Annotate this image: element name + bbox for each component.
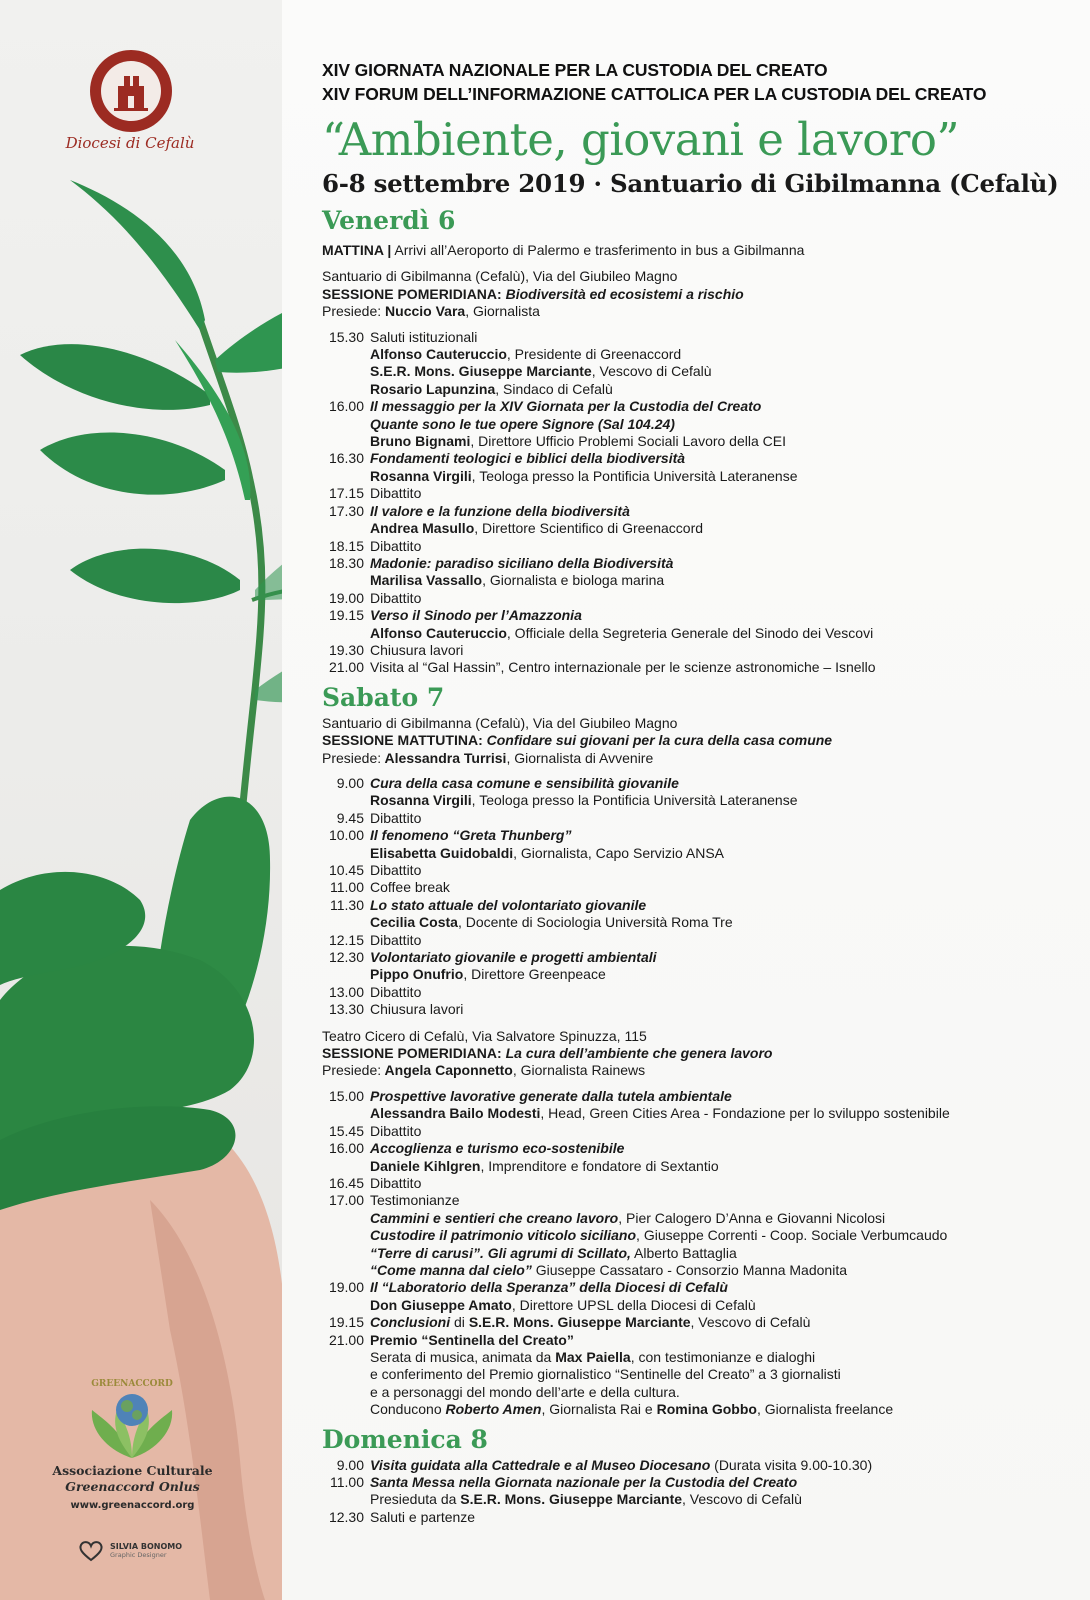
programme-content xyxy=(322,58,1082,1526)
programme-description: Dibattito xyxy=(370,537,422,554)
programme-time: 16.45 xyxy=(328,1174,364,1191)
programme-item-detail xyxy=(327,1297,1082,1314)
programme-description: Chiusura lavori xyxy=(370,641,464,658)
programme-description: Marilisa Vassallo, Giornalista e biologa marina xyxy=(370,572,665,589)
designer-role: Graphic Designer xyxy=(110,1551,167,1559)
programme-item-detail xyxy=(327,1210,1082,1227)
programme-time: 18.15 xyxy=(328,537,364,554)
programme-time xyxy=(327,1401,370,1418)
programme-item xyxy=(327,607,1082,624)
programme-time: 13.30 xyxy=(328,1001,364,1018)
programme-time xyxy=(327,1245,370,1262)
leaf-left-1 xyxy=(20,344,210,410)
programme-description: e a personaggi del mondo dell’arte e della cultura. xyxy=(370,1383,680,1400)
programme-description: Cecilia Costa, Docente di Sociologia Università Roma Tre xyxy=(370,914,733,931)
programme-item-detail xyxy=(327,625,1082,642)
programme-description: Alfonso Cauteruccio, Presidente di Greenaccord xyxy=(370,346,682,363)
programme-item-detail xyxy=(327,1349,1082,1366)
programme-time: 17.00 xyxy=(328,1192,364,1209)
programme-time: 19.15 xyxy=(328,1314,364,1331)
programme-description: Visita al “Gal Hassin”, Centro internazionale per le scienze astronomiche – Isnello xyxy=(370,659,876,676)
page-title: “Ambiente, giovani e lavoro” xyxy=(322,113,960,166)
programme-time xyxy=(327,572,370,589)
saturday-morning-programme-list xyxy=(327,775,1082,1019)
programme-time xyxy=(327,1227,370,1244)
header-line-2: XIV FORUM DELL’INFORMAZIONE CATTOLICA PER LA CUSTODIA DEL CREATO xyxy=(322,84,987,104)
programme-description: Dibattito xyxy=(370,862,422,878)
cover-photo-panel xyxy=(0,0,282,1600)
programme-time xyxy=(327,1210,370,1227)
programme-description: Alfonso Cauteruccio, Officiale della Segreteria Generale del Sinodo dei Vescovi xyxy=(370,624,874,641)
leaf-upper-right xyxy=(215,268,282,373)
programme-description: Lo stato attuale del volontariato giovanile xyxy=(370,896,647,913)
programme-item-detail xyxy=(327,520,1082,537)
leaf-top xyxy=(70,180,205,330)
programme-time: 12.15 xyxy=(328,931,364,948)
programme-item xyxy=(327,775,1082,792)
programme-item xyxy=(327,1509,1082,1526)
programme-time xyxy=(327,468,370,485)
programme-time: 9.00 xyxy=(336,1456,364,1473)
programme-item xyxy=(327,949,1082,966)
programme-item-detail xyxy=(327,1384,1082,1401)
programme-item-detail xyxy=(327,381,1082,398)
programme-item-detail xyxy=(327,792,1082,809)
saturday-venue: Santuario di Gibilmanna (Cefalù), Via del Giubileo Magno xyxy=(322,714,678,731)
programme-item-detail xyxy=(327,363,1082,380)
greenaccord-org-line2: Greenaccord Onlus xyxy=(65,1479,200,1494)
programme-time: 19.30 xyxy=(328,641,364,658)
programme-time: 16.00 xyxy=(328,1140,364,1157)
programme-item xyxy=(327,590,1082,607)
programme-item xyxy=(327,398,1082,415)
programme-description: Daniele Kihlgren, Imprenditore e fondatore di Sextantio xyxy=(370,1157,719,1174)
programme-description: Prospettive lavorative generate dalla tutela ambientale xyxy=(370,1087,732,1104)
programme-description: Cammini e sentieri che creano lavoro, Pier Calogero D’Anna e Giovanni Nicolosi xyxy=(370,1209,886,1226)
leaf-left-2 xyxy=(40,433,225,495)
programme-item xyxy=(327,503,1082,520)
saturday-afternoon-venue: Teatro Cicero di Cefalù, Via Salvatore Spinuzza, 115 xyxy=(322,1027,647,1044)
programme-description: Testimonianze xyxy=(370,1192,460,1209)
programme-item xyxy=(327,555,1082,572)
programme-time: 9.45 xyxy=(336,809,364,826)
programme-time: 21.00 xyxy=(328,659,364,676)
programme-time xyxy=(327,1262,370,1279)
programme-item-detail xyxy=(327,1105,1082,1122)
programme-description: Accoglienza e turismo eco-sostenibile xyxy=(370,1140,625,1157)
friday-programme-list xyxy=(327,329,1082,677)
programme-item xyxy=(327,1314,1082,1331)
programme-item xyxy=(327,1140,1082,1157)
programme-item-detail xyxy=(327,1491,1082,1508)
programme-item-detail xyxy=(327,1158,1082,1175)
programme-time: 11.30 xyxy=(330,896,364,913)
programme-item xyxy=(327,1457,1082,1474)
programme-description: Andrea Masullo, Direttore Scientifico di Greenaccord xyxy=(370,520,704,537)
date-venue: 6-8 settembre 2019 · Santuario di Gibilmanna (Cefalù) xyxy=(322,169,1059,198)
greenaccord-org-line1: Associazione Culturale xyxy=(52,1463,213,1478)
programme-time: 15.30 xyxy=(328,328,364,345)
programme-time xyxy=(327,1297,370,1314)
programme-item-detail xyxy=(327,966,1082,983)
programme-time xyxy=(327,346,370,363)
programme-description: Elisabetta Guidobaldi, Giornalista, Capo Servizio ANSA xyxy=(370,844,725,861)
programme-item xyxy=(327,862,1082,879)
programme-item-detail xyxy=(327,914,1082,931)
sunday-programme-list xyxy=(327,1457,1082,1527)
programme-item-detail xyxy=(327,1401,1082,1418)
programme-time xyxy=(327,1349,370,1366)
programme-item-detail xyxy=(327,346,1082,363)
day-heading-friday: Venerdì 6 xyxy=(322,206,456,235)
friday-venue: Santuario di Gibilmanna (Cefalù), Via del Giubileo Magno xyxy=(322,268,678,285)
programme-item-detail xyxy=(327,845,1082,862)
programme-item xyxy=(327,1001,1082,1018)
programme-description: Don Giuseppe Amato, Direttore UPSL della Diocesi di Cefalù xyxy=(370,1296,756,1313)
day-heading-sunday: Domenica 8 xyxy=(322,1424,488,1454)
programme-item-detail xyxy=(327,572,1082,589)
programme-description: Rosario Lapunzina, Sindaco di Cefalù xyxy=(370,380,613,397)
diocese-seal-icon xyxy=(88,48,174,134)
programme-description: “Terre di carusi”. Gli agrumi di Scillato, Alberto Battaglia xyxy=(370,1244,737,1261)
programme-description: Rosanna Virgili, Teologa presso la Pontificia Università Lateranense xyxy=(370,792,798,809)
saturday-session: SESSIONE MATTUTINA: Confidare sui giovani per la cura della casa comune xyxy=(322,732,833,749)
programme-description: Dibattito xyxy=(370,589,422,606)
designer-name: SILVIA BONOMO xyxy=(110,1542,183,1551)
programme-description: Dibattito xyxy=(370,931,422,948)
programme-item-detail xyxy=(327,468,1082,485)
programme-time xyxy=(327,416,370,433)
programme-time xyxy=(327,914,370,931)
programme-time: 21.00 xyxy=(328,1331,364,1348)
programme-description: Cura della casa comune e sensibilità giovanile xyxy=(370,774,679,791)
programme-description: Fondamenti teologici e biblici della biodiversità xyxy=(370,450,686,467)
programme-description: Presieduta da S.E.R. Mons. Giuseppe Marciante, Vescovo di Cefalù xyxy=(370,1491,802,1508)
programme-time: 15.45 xyxy=(328,1122,364,1139)
programme-time: 10.45 xyxy=(328,862,364,878)
programme-description: Custodire il patrimonio viticolo siciliano, Giuseppe Correnti - Coop. Sociale Verbumcaudo xyxy=(370,1227,948,1244)
programme-time xyxy=(327,966,370,983)
friday-chair: Presiede: Nuccio Vara, Giornalista xyxy=(322,303,540,320)
programme-description: Dibattito xyxy=(370,983,422,1000)
friday-morning: MATTINA | Arrivi all’Aeroporto di Palermo e trasferimento in bus a Gibilmanna xyxy=(322,242,805,258)
saturday-afternoon-chair: Presiede: Angela Caponnetto, Giornalista Rainews xyxy=(322,1062,646,1079)
programme-item xyxy=(327,1332,1082,1349)
programme-item-detail xyxy=(327,1227,1082,1244)
programme-time: 13.00 xyxy=(328,983,364,1000)
programme-description: Conclusioni di S.E.R. Mons. Giuseppe Marciante, Vescovo di Cefalù xyxy=(370,1314,811,1331)
programme-item xyxy=(327,329,1082,346)
programme-description: “Come manna dal cielo” Giuseppe Cassataro - Consorzio Manna Madonita xyxy=(370,1261,847,1278)
diocese-name: Diocesi di Cefalù xyxy=(65,134,195,152)
programme-item xyxy=(327,897,1082,914)
programme-description: Dibattito xyxy=(370,1174,422,1191)
programme-time xyxy=(327,1491,370,1508)
programme-item xyxy=(327,450,1082,467)
programme-description: Il messaggio per la XIV Giornata per la Custodia del Creato xyxy=(370,398,762,415)
leaf-left-3 xyxy=(70,549,240,604)
programme-description: Il valore e la funzione della biodiversità xyxy=(370,502,630,519)
programme-time: 19.00 xyxy=(328,589,364,606)
programme-time: 11.00 xyxy=(330,879,364,896)
programme-item xyxy=(327,1088,1082,1105)
friday-session: SESSIONE POMERIDIANA: Biodiversità ed ecosistemi a rischio xyxy=(322,285,744,302)
programme-description: Dibattito xyxy=(370,809,422,826)
programme-description: Alessandra Bailo Modesti, Head, Green Cities Area - Fondazione per lo sviluppo sostenibile xyxy=(370,1105,950,1122)
programme-time xyxy=(327,363,370,380)
programme-description: Madonie: paradiso siciliano della Biodiversità xyxy=(370,554,674,571)
programme-description: Dibattito xyxy=(370,1122,422,1139)
programme-time xyxy=(327,1105,370,1122)
programme-time: 17.30 xyxy=(328,502,364,519)
programme-time: 17.15 xyxy=(328,485,364,502)
programme-description: e conferimento del Premio giornalistico “Sentinelle del Creato” a 3 giornalisti xyxy=(370,1366,841,1383)
programme-time: 16.00 xyxy=(328,398,364,415)
programme-description: Rosanna Virgili, Teologa presso la Pontificia Università Lateranense xyxy=(370,467,798,484)
programme-time: 19.15 xyxy=(328,607,364,624)
programme-item xyxy=(327,1279,1082,1296)
programme-description: Coffee break xyxy=(370,879,450,896)
programme-description: Serata di musica, animata da Max Paiella, con testimonianze e dialoghi xyxy=(370,1348,816,1365)
programme-description: Saluti istituzionali xyxy=(370,328,478,345)
programme-item xyxy=(327,932,1082,949)
programme-item xyxy=(327,1192,1082,1209)
programme-item xyxy=(327,810,1082,827)
header-line-1: XIV GIORNATA NAZIONALE PER LA CUSTODIA DEL CREATO xyxy=(322,60,828,80)
programme-item xyxy=(327,1175,1082,1192)
greenaccord-org-name xyxy=(30,1463,235,1495)
programme-description: Visita guidata alla Cattedrale e al Museo Diocesano (Durata visita 9.00-10.30) xyxy=(370,1456,873,1473)
programme-time xyxy=(327,845,370,862)
programme-time: 19.00 xyxy=(328,1279,364,1296)
greenaccord-url-link[interactable]: www.greenaccord.org xyxy=(70,1500,195,1511)
day-heading-saturday: Sabato 7 xyxy=(322,682,445,712)
programme-description: Pippo Onufrio, Direttore Greenpeace xyxy=(370,966,606,983)
programme-time xyxy=(327,1384,370,1401)
programme-time: 11.00 xyxy=(330,1474,364,1490)
designer-credit xyxy=(78,1540,182,1562)
programme-description: Verso il Sinodo per l’Amazzonia xyxy=(370,607,582,624)
programme-time xyxy=(327,625,370,642)
programme-item xyxy=(327,984,1082,1001)
saturday-afternoon-session: SESSIONE POMERIDIANA: La cura dell’ambiente che genera lavoro xyxy=(322,1045,773,1062)
programme-description: Il “Laboratorio della Speranza” della Diocesi di Cefalù xyxy=(370,1279,728,1296)
programme-item xyxy=(327,1474,1082,1491)
programme-description: Dibattito xyxy=(370,485,422,502)
programme-time: 15.00 xyxy=(328,1087,364,1104)
programme-description: Premio “Sentinella del Creato” xyxy=(370,1331,574,1348)
programme-time: 10.00 xyxy=(328,827,364,844)
programme-time xyxy=(327,520,370,537)
saturday-chair: Presiede: Alessandra Turrisi, Giornalista di Avvenire xyxy=(322,749,654,766)
programme-time xyxy=(327,1158,370,1175)
programme-item xyxy=(327,642,1082,659)
programme-item-detail xyxy=(327,416,1082,433)
programme-item xyxy=(327,879,1082,896)
programme-item-detail xyxy=(327,1245,1082,1262)
programme-description: Santa Messa nella Giornata nazionale per la Custodia del Creato xyxy=(370,1474,798,1490)
programme-description: Il fenomeno “Greta Thunberg” xyxy=(370,827,572,844)
programme-item xyxy=(327,485,1082,502)
programme-time xyxy=(327,381,370,398)
programme-description: Bruno Bignami, Direttore Ufficio Problemi Sociali Lavoro della CEI xyxy=(370,433,786,450)
programme-item-detail xyxy=(327,1366,1082,1383)
programme-time: 12.30 xyxy=(328,949,364,966)
programme-description: Quante sono le tue opere Signore (Sal 104.24) xyxy=(370,415,675,432)
programme-item-detail xyxy=(327,433,1082,450)
programme-time: 9.00 xyxy=(336,774,364,791)
programme-description: S.E.R. Mons. Giuseppe Marciante, Vescovo di Cefalù xyxy=(370,363,712,380)
programme-item xyxy=(327,827,1082,844)
programme-item xyxy=(327,1123,1082,1140)
programme-description: Conducono Roberto Amen, Giornalista Rai e Romina Gobbo, Giornalista freelance xyxy=(370,1401,894,1418)
programme-time: 12.30 xyxy=(328,1508,364,1525)
heart-logo-icon xyxy=(78,1540,104,1562)
programme-description: Chiusura lavori xyxy=(370,1001,464,1018)
programme-time: 18.30 xyxy=(328,554,364,571)
programme-item xyxy=(327,538,1082,555)
plant-and-hand-illustration xyxy=(0,0,282,1600)
programme-time xyxy=(327,1366,370,1383)
programme-time xyxy=(327,792,370,809)
saturday-afternoon-programme-list xyxy=(327,1088,1082,1419)
programme-item-detail xyxy=(327,1262,1082,1279)
greenaccord-logo-icon xyxy=(82,1370,182,1465)
programme-time xyxy=(327,433,370,450)
programme-time: 16.30 xyxy=(328,450,364,467)
greenaccord-logo-text: GREENACCORD xyxy=(91,1379,173,1389)
programme-description: Volontariato giovanile e progetti ambientali xyxy=(370,949,657,966)
programme-item xyxy=(327,659,1082,676)
programme-description: Saluti e partenze xyxy=(370,1508,476,1525)
